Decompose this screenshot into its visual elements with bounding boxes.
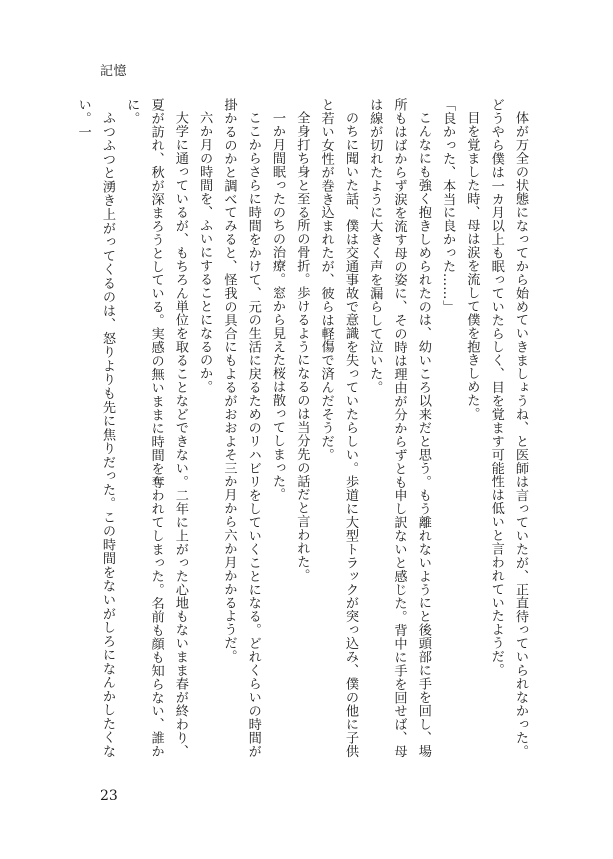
paragraph: ふつふつと湧き上がってくるのは、怒りよりも先に焦りだった。この時間をないがしろになんかしたくない。一 [75, 98, 115, 758]
paragraph: 全身打ち身と至る所の骨折。歩けるようになるのは当分先の話だと言われた。 [294, 111, 310, 582]
paragraph-dialogue: 「良かった、本当に良かった……」 [440, 98, 456, 314]
paragraph: 大学に通っているが、もちろん単位を取ることなどできない。二年に上がった心地もないまま春が終わり、夏が訪れ、秋が深まろうとしている。実感の無いままに時間を奪われてしまった。名前も顔も知らない、誰かに。 [124, 98, 188, 758]
paragraph: ここからさらに時間をかけて、元の生活に戻るためのリハビリをしていくことになる。どれくらいの時間が掛かるのかと調べてみると、怪我の具合にもよるがおおよそ三か月から六か月かかるようだ。 [221, 98, 261, 758]
page-number: 23 [100, 788, 118, 804]
body-text [75, 98, 532, 758]
chapter-title: 記憶 [100, 64, 128, 79]
paragraph: 体が万全の状態になってから始めていきましょうね、と医師は言っていたが、正直待っていられなかった。どうやら僕は一カ月以上も眠っていたらしく、目を覚ます可能性は低いと言われていたようだ。 [488, 98, 528, 758]
paragraph: 六か月の時間を、ふいにすることになるのか。 [197, 111, 213, 394]
paragraph: 目を覚ました時、母は涙を流して僕を抱きしめた。 [464, 111, 480, 421]
paragraph: こんなにも強く抱きしめられたのは、幼いころ以来だと思う。もう離れないようにと後頭部に手を回し、場所もはばからず涙を流す母の姿に、その時は理由が分からずとも申し訳ないと感じた。背中に手を回せば、母は線が切れたように大きく声を漏らして泣いた。 [367, 98, 431, 758]
paragraph: 一か月間眠ったのちの治療。窓から見えた桜は散ってしまった。 [270, 111, 286, 502]
paragraph: のちに聞いた話、僕は交通事故で意識を失っていたらしい。歩道に大型トラックが突っ込み、僕の他に子供と若い女性が巻き込まれたが、彼らは軽傷で済んだそうだ。 [318, 98, 358, 758]
